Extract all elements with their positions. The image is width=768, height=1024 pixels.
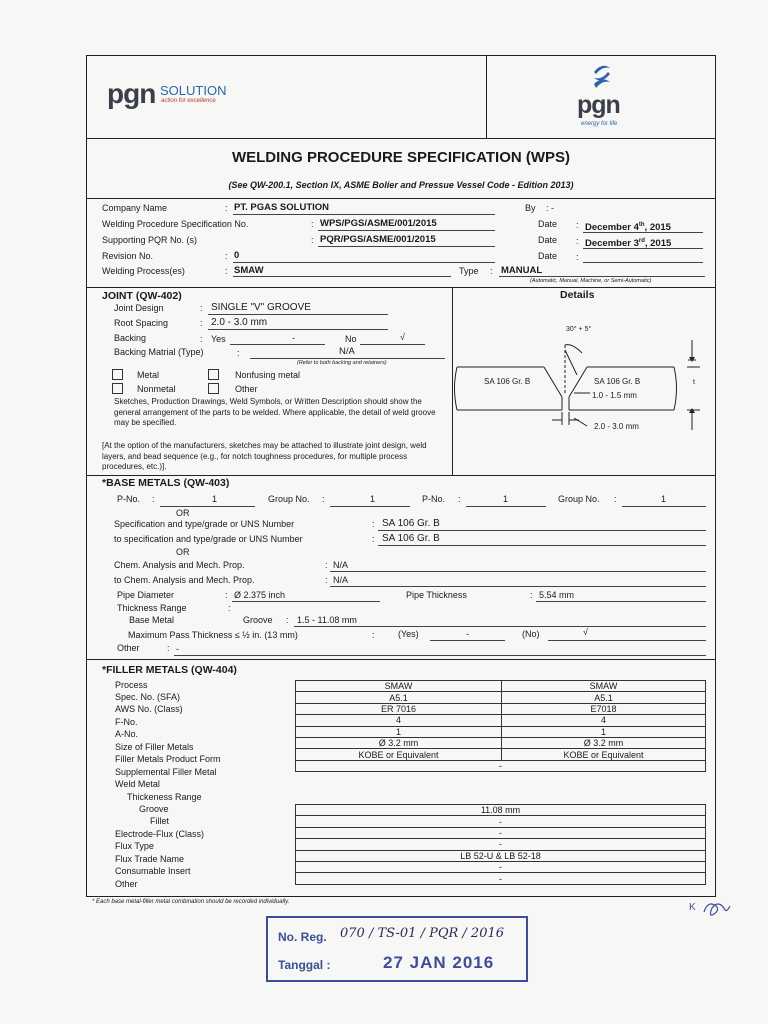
underline: [622, 506, 706, 507]
filler-cell: 4: [502, 715, 706, 726]
filler-cell: E7018: [502, 703, 706, 714]
or-label: OR: [176, 547, 190, 557]
fillet-cell: -: [296, 816, 706, 827]
groove-range-value: 1.5 - 11.08 mm: [297, 615, 357, 625]
stamp-date-label: Tanggal :: [278, 958, 331, 972]
to-chem-label: to Chem. Analysis and Mech. Prop.: [114, 575, 255, 585]
filler-cell: Ø 3.2 mm: [296, 737, 502, 748]
filler-label: AWS No. (Class): [115, 704, 183, 714]
colon: :: [372, 630, 375, 640]
other-cell: -: [296, 873, 706, 884]
underline: [548, 640, 706, 641]
colon: :: [576, 220, 579, 230]
filler-metal-table: [295, 680, 706, 772]
filler-cell: A5.1: [296, 692, 502, 703]
filler-label: Flux Trade Name: [115, 854, 185, 864]
p-no-label: P-No.: [117, 494, 141, 504]
groove-angle-label: 30° + 5°: [566, 326, 592, 333]
date-label: Date: [538, 235, 558, 245]
colon: :: [322, 494, 325, 504]
filler-label: Supplemental Filler Metal: [115, 767, 217, 777]
backing-label: Backing: [114, 333, 147, 343]
pqr-date: December 3rd, 2015: [585, 238, 672, 250]
underline: [583, 232, 703, 233]
groove-label: Groove: [243, 615, 273, 625]
colon: :: [490, 266, 493, 276]
underline: [233, 276, 451, 277]
colon: :: [225, 590, 228, 600]
date-label: Date: [538, 219, 558, 229]
filler-cell: Ø 3.2 mm: [502, 737, 706, 748]
underline: [583, 262, 703, 263]
revision-label: Revision No.: [102, 251, 154, 261]
nonfusing-metal-label: Nonfusing metal: [235, 370, 301, 380]
colon: :: [152, 494, 155, 504]
filler-label: Filler Metals Product Form: [115, 754, 221, 764]
underline: [499, 276, 705, 277]
pqr-no-label: Supporting PQR No. (s): [102, 235, 198, 245]
backing-no-value: √: [400, 332, 405, 342]
filler-label: Groove: [139, 804, 169, 814]
filler-label: Other: [115, 879, 138, 889]
colon: :: [225, 251, 228, 261]
backing-yes-label: Yes: [211, 334, 226, 344]
stamp-date-value: 27 JAN 2016: [383, 953, 495, 972]
other-label: Other: [117, 643, 140, 653]
colon: :: [225, 203, 228, 213]
joint-heading: JOINT (QW-402): [102, 290, 182, 302]
pgn-emblem-icon: [588, 62, 616, 94]
underline: [430, 640, 505, 641]
logo-left-brand: pgn: [107, 78, 156, 109]
group-no-label: Group No.: [268, 494, 310, 504]
colon: :: [576, 252, 579, 262]
to-spec-value: SA 106 Gr. B: [382, 533, 440, 544]
underline: [583, 248, 703, 249]
thickness-range-label: Thickness Range: [117, 603, 187, 613]
wps-no-label: Welding Procedure Specification No.: [102, 219, 249, 229]
underline: [536, 601, 706, 602]
nonmetal-checkbox[interactable]: [112, 383, 123, 394]
colon: :: [311, 219, 314, 229]
group-no-label-2: Group No.: [558, 494, 600, 504]
root-face-label: 1.0 - 1.5 mm: [592, 391, 637, 400]
max-pass-yes-value: -: [466, 629, 469, 639]
colon: :: [228, 603, 231, 613]
underline: [330, 506, 410, 507]
date-label: Date: [538, 251, 558, 261]
colon: :: [167, 643, 170, 653]
max-pass-no-label: (No): [522, 629, 540, 639]
wps-date: December 4th, 2015: [585, 222, 671, 234]
to-chem-value: N/A: [333, 575, 349, 585]
by-value: : -: [546, 203, 554, 213]
document-title: WELDING PROCEDURE SPECIFICATION (WPS): [231, 149, 571, 166]
underline: [360, 344, 425, 345]
welding-process-label: Welding Process(es): [102, 266, 185, 276]
registration-stamp: [266, 916, 528, 982]
wps-no-value: WPS/PGS/ASME/001/2015: [320, 218, 437, 229]
type-note: (Automatic, Manual, Machine, or Semi-Automatic): [530, 278, 652, 284]
logo-right-brand: pgn: [577, 91, 620, 119]
logo-left-tagline: action for excellence: [161, 98, 216, 104]
underline: [160, 506, 255, 507]
filler-cell: 1: [502, 726, 706, 737]
nonfusing-metal-checkbox[interactable]: [208, 369, 219, 380]
backing-material-label: Backing Matrial (Type): [114, 347, 204, 357]
pqr-no-value: PQR/PGS/ASME/001/2015: [320, 234, 436, 245]
general-divider: [86, 287, 716, 288]
filler-label: Flux Type: [115, 841, 154, 851]
company-value: PT. PGAS SOLUTION: [234, 202, 330, 213]
backing-no-label: No: [345, 334, 357, 344]
colon: :: [458, 494, 461, 504]
colon: :: [614, 494, 617, 504]
underline: [174, 655, 706, 656]
type-label: Type: [459, 266, 479, 276]
metal-checkbox[interactable]: [112, 369, 123, 380]
chem-label: Chem. Analysis and Mech. Prop.: [114, 560, 245, 570]
max-pass-yes-label: (Yes): [398, 629, 419, 639]
footnote: * Each base metal-filler metal combination should be recorded individually.: [92, 899, 290, 905]
base-metal-label: Base Metal: [129, 615, 175, 625]
by-label: By: [525, 203, 536, 213]
p-no-value: 1: [212, 494, 218, 504]
colon: :: [237, 348, 240, 358]
filler-cell: SMAW: [502, 681, 706, 692]
colon: :: [286, 615, 289, 625]
pipe-thickness-label: Pipe Thickness: [406, 590, 467, 600]
filler-label: Electrode-Flux (Class): [115, 829, 205, 839]
base-divider: [86, 659, 716, 660]
header-divider: [86, 138, 716, 139]
spec-label: Specification and type/grade or UNS Number: [114, 519, 295, 529]
pipe-thickness-value: 5.54 mm: [539, 590, 575, 600]
filler-cell: A5.1: [502, 692, 706, 703]
p-no-value-2: 1: [503, 494, 509, 504]
colon: :: [200, 303, 203, 313]
colon: :: [200, 318, 203, 328]
supplemental-cell: -: [296, 760, 706, 771]
flux-type-cell: -: [296, 839, 706, 850]
colon: :: [325, 560, 328, 570]
group-no-value: 1: [370, 494, 376, 504]
underline: [233, 262, 495, 263]
filler-label: F-No.: [115, 717, 138, 727]
root-spacing-label: Root Spacing: [114, 318, 169, 328]
colon: :: [576, 236, 579, 246]
filler-label: Spec. No. (SFA): [115, 692, 181, 702]
welding-process-value: SMAW: [234, 265, 264, 276]
colon: :: [372, 534, 375, 544]
max-pass-thickness-label: Maximum Pass Thickness ≤ ½ in. (13 mm): [128, 630, 298, 640]
title-divider: [86, 198, 716, 199]
stamp-reg-label: No. Reg.: [278, 930, 327, 944]
filler-metal-table-lower: [295, 804, 706, 885]
filler-cell: 4: [296, 715, 502, 726]
electrode-flux-cell: -: [296, 827, 706, 838]
colon: :: [530, 590, 533, 600]
filler-cell: 1: [296, 726, 502, 737]
other-label: Other: [235, 384, 258, 394]
nonmetal-label: Nonmetal: [137, 384, 176, 394]
other-checkbox[interactable]: [208, 383, 219, 394]
company-label: Company Name: [102, 203, 168, 213]
joint-sketch-option-note: [At the option of the manufacturers, sketches may be attached to illustrate joint design, weld layers, and bead sequence (e.g., for notch toughness procedures, for multiple process procedures, etc.)].: [102, 441, 427, 471]
joint-design-label: Joint Design: [114, 303, 164, 313]
underline: [294, 626, 706, 627]
underline: [208, 314, 388, 315]
details-heading: Details: [560, 289, 595, 301]
revision-value: 0: [234, 250, 240, 261]
filler-cell: KOBE or Equivalent: [296, 749, 502, 760]
initials: K: [689, 902, 696, 913]
filler-label: Thickeness Range: [127, 792, 202, 802]
filler-label: A-No.: [115, 729, 139, 739]
pipe-diameter-value: Ø 2.375 inch: [234, 590, 286, 600]
backing-yes-value: -: [292, 333, 295, 343]
logo-left-name: SOLUTION: [160, 83, 227, 98]
flux-trade-name-cell: LB 52-U & LB 52-18: [296, 850, 706, 861]
right-material-label: SA 106 Gr. B: [594, 377, 641, 386]
colon: :: [372, 519, 375, 529]
underline: [378, 545, 706, 546]
stamp-reg-value: 070 / TS-01 / PQR / 2016: [340, 926, 505, 941]
joint-sketch-instruction: Sketches, Production Drawings, Weld Symbols, or Written Description should show the general arrangement of the parts to be welded. Where applicable, the detail of weld groove may be specified.: [114, 397, 436, 427]
spec-value: SA 106 Gr. B: [382, 518, 440, 529]
p-no-label-2: P-No.: [422, 494, 446, 504]
filler-metals-heading: *FILLER METALS (QW-404): [102, 664, 237, 676]
filler-cell: SMAW: [296, 681, 502, 692]
underline: [208, 329, 388, 330]
colon: :: [225, 266, 228, 276]
groove-cell: 11.08 mm: [296, 805, 706, 816]
left-material-label: SA 106 Gr. B: [484, 377, 531, 386]
other-value: -: [176, 644, 179, 654]
filler-cell: ER 7016: [296, 703, 502, 714]
joint-design-value: SINGLE "V" GROOVE: [211, 302, 311, 313]
logo-divider: [486, 55, 487, 138]
to-spec-label: to specification and type/grade or UNS Number: [114, 534, 303, 544]
chem-value: N/A: [333, 560, 349, 570]
max-pass-no-value: √: [583, 627, 588, 637]
backing-note: (Refer to both backing and retainers): [297, 360, 387, 366]
logo-right-tagline: energy for life: [581, 121, 618, 127]
joint-divider: [86, 475, 716, 476]
filler-label: Consumable Insert: [115, 866, 191, 876]
filler-label: Size of Filler Metals: [115, 742, 194, 752]
filler-cell: KOBE or Equivalent: [502, 749, 706, 760]
document-subtitle: (See QW-200.1, Section IX, ASME Bolier and Pressue Vessel Code - Edition 2013): [228, 180, 574, 190]
colon: :: [311, 235, 314, 245]
consumable-insert-cell: -: [296, 861, 706, 872]
type-value: MANUAL: [501, 265, 543, 276]
filler-label: Fillet: [150, 816, 170, 826]
underline: [250, 358, 445, 359]
colon: :: [325, 575, 328, 585]
colon: :: [200, 334, 203, 344]
backing-material-value: N/A: [339, 346, 355, 357]
root-gap-label: 2.0 - 3.0 mm: [594, 422, 639, 431]
filler-label: Weld Metal: [115, 779, 160, 789]
filler-label: Process: [115, 680, 148, 690]
underline: [232, 601, 380, 602]
underline: [230, 344, 325, 345]
or-label: OR: [176, 508, 190, 518]
underline: [330, 571, 706, 572]
group-no-value-2: 1: [661, 494, 667, 504]
base-metals-heading: *BASE METALS (QW-403): [102, 477, 230, 489]
underline: [466, 506, 546, 507]
underline: [330, 586, 706, 587]
underline: [318, 230, 495, 231]
underline: [378, 530, 706, 531]
root-spacing-value: 2.0 - 3.0 mm: [211, 317, 268, 328]
metal-label: Metal: [137, 370, 160, 380]
thickness-label: t: [693, 379, 695, 386]
underline: [318, 246, 495, 247]
signature-icon: [700, 898, 736, 922]
underline: [233, 214, 495, 215]
pipe-diameter-label: Pipe Diameter: [117, 590, 175, 600]
